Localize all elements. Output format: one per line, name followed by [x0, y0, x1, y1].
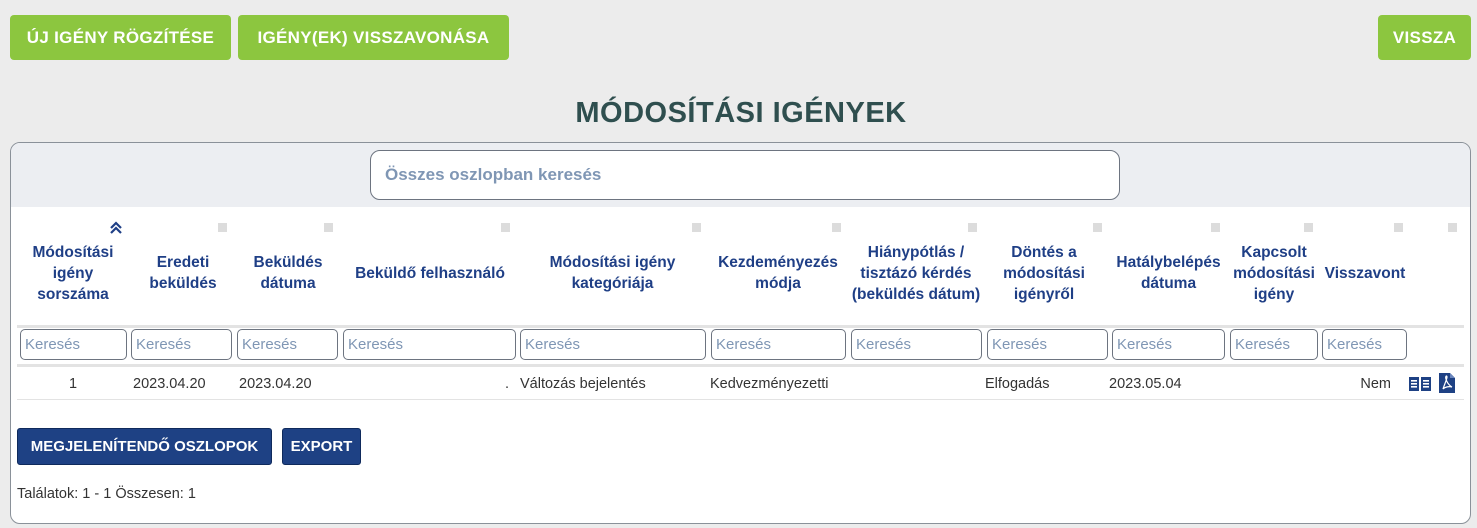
cell-original-submission: 2023.04.20 — [133, 376, 206, 392]
row-divider — [17, 399, 1464, 400]
column-header-clarification[interactable]: Hiánypótlás / tisztázó kérdés (beküldés dátum) — [851, 243, 981, 303]
results-count: Találatok: 1 - 1 Összesen: 1 — [17, 486, 196, 502]
filter-input-linked-request[interactable]: Keresés — [1230, 329, 1318, 360]
filter-input-submitter-user[interactable]: Keresés — [343, 329, 516, 360]
column-header-submission-date[interactable]: Beküldés dátuma — [253, 254, 323, 292]
filter-divider — [17, 364, 1464, 367]
cell-withdrawn: Nem — [1360, 376, 1391, 392]
column-header-request-number[interactable]: Módosítási igény sorszáma — [32, 243, 114, 303]
column-header-original-submission[interactable]: Eredeti beküldés — [149, 254, 217, 292]
cell-request-number: 1 — [68, 376, 78, 392]
global-search-input[interactable]: Összes oszlopban keresés — [370, 150, 1120, 200]
visible-columns-button[interactable]: MEGJELENÍTENDŐ OSZLOPOK — [17, 428, 272, 465]
filter-input-category[interactable]: Keresés — [520, 329, 706, 360]
filter-input-decision[interactable]: Keresés — [987, 329, 1108, 360]
column-header-submitter-user[interactable]: Beküldő felhasználó — [355, 264, 505, 282]
filter-input-effective-date[interactable]: Keresés — [1112, 329, 1225, 360]
requests-table-panel — [10, 142, 1471, 524]
cell-effective-date: 2023.05.04 — [1109, 376, 1182, 392]
page-title: MÓDOSÍTÁSI IGÉNYEK — [575, 97, 907, 129]
filter-input-initiation[interactable]: Keresés — [711, 329, 846, 360]
back-button[interactable]: VISSZA — [1378, 15, 1471, 60]
filter-input-request-number[interactable]: Keresés — [20, 329, 127, 360]
cell-decision: Elfogadás — [985, 376, 1050, 392]
filter-input-original-submission[interactable]: Keresés — [131, 329, 232, 360]
sort-toggle-icon[interactable] — [1448, 223, 1457, 232]
cell-initiation: Kedvezményezetti — [710, 376, 829, 392]
export-button[interactable]: EXPORT — [282, 428, 361, 465]
withdraw-requests-button[interactable]: IGÉNY(EK) VISSZAVONÁSA — [238, 15, 509, 60]
column-header-withdrawn[interactable]: Visszavont — [1324, 264, 1406, 282]
filter-input-clarification[interactable]: Keresés — [851, 329, 982, 360]
cell-submission-date: 2023.04.20 — [239, 376, 312, 392]
cell-submitter-user: . — [504, 376, 509, 392]
pdf-icon[interactable] — [1438, 372, 1460, 394]
column-header-effective-date[interactable]: Hatálybelépés dátuma — [1116, 254, 1221, 292]
column-header-request-category[interactable]: Módosítási igény kategóriája — [549, 254, 676, 292]
header-divider — [17, 325, 1464, 328]
column-header-decision[interactable]: Döntés a módosítási igényről — [1003, 243, 1085, 303]
filter-input-submission-date[interactable]: Keresés — [237, 329, 338, 360]
new-request-button[interactable]: ÚJ IGÉNY RÖGZÍTÉSE — [10, 15, 231, 60]
column-header-linked-request[interactable]: Kapcsolt módosítási igény — [1233, 243, 1315, 303]
column-header-initiation-method[interactable]: Kezdeményezés módja — [718, 254, 838, 292]
book-open-icon[interactable] — [1408, 372, 1430, 394]
cell-category: Változás bejelentés — [520, 376, 646, 392]
filter-input-withdrawn[interactable]: Keresés — [1322, 329, 1407, 360]
top-toolbar — [10, 15, 1471, 60]
